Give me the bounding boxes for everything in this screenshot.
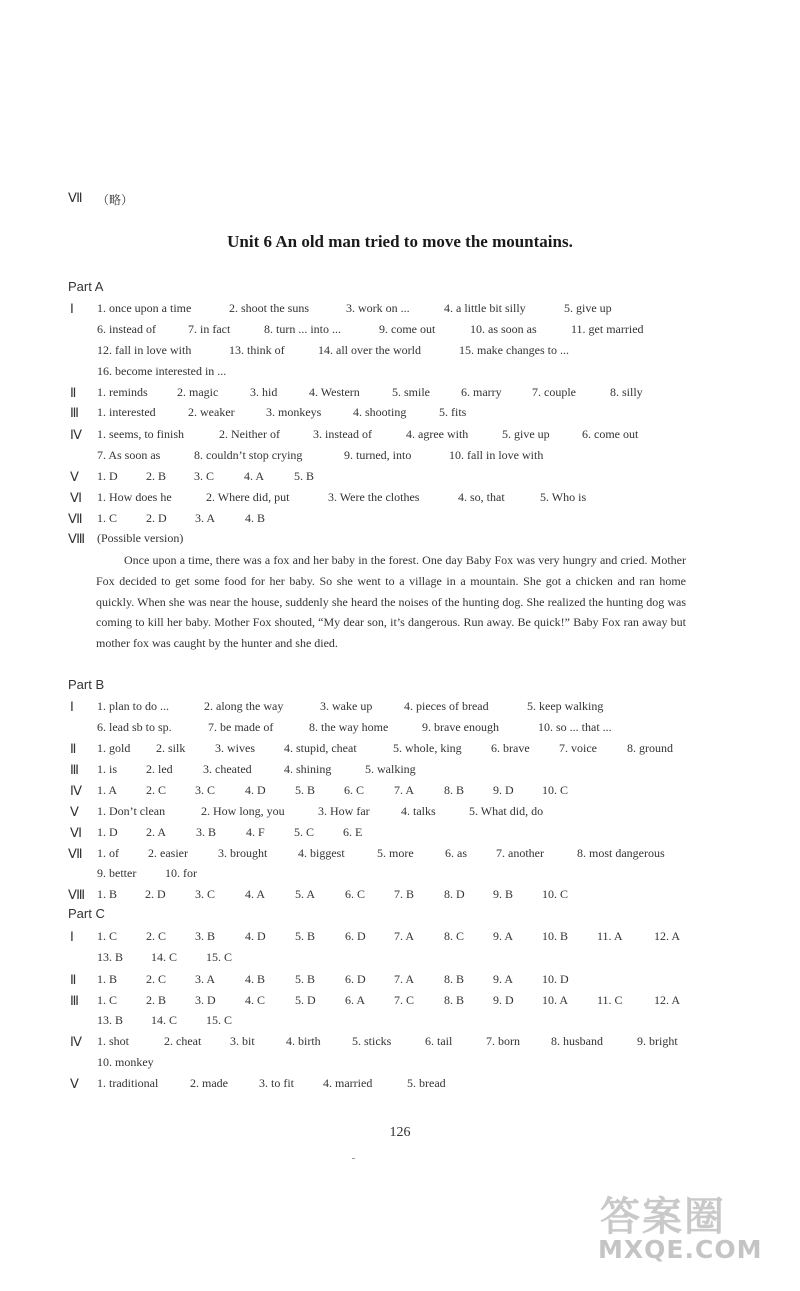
- answer-item: 11. C: [597, 993, 623, 1007]
- answer-item: 2. C: [146, 972, 167, 986]
- roman-numeral: Ⅲ: [70, 993, 79, 1008]
- answer-item: 15. make changes to ...: [459, 343, 569, 357]
- answer-item: 1. B: [97, 887, 118, 901]
- answer-item: 1. interested: [97, 405, 156, 419]
- answer-item: 5. sticks: [352, 1034, 392, 1048]
- answer-item: 10. D: [542, 972, 569, 986]
- answer-item: 4. A: [244, 469, 265, 483]
- answer-item: 7. another: [496, 846, 544, 860]
- answer-item: 6. marry: [461, 385, 502, 399]
- answer-item: 3. C: [195, 887, 216, 901]
- answer-item: 8. ground: [627, 741, 673, 755]
- answer-item: 6. D: [345, 929, 366, 943]
- answer-item: 2. made: [190, 1076, 228, 1090]
- answer-item: 3. monkeys: [266, 405, 322, 419]
- answer-item: 5. whole, king: [393, 741, 462, 755]
- answer-item: 7. A: [394, 929, 415, 943]
- answer-item: 15. C: [206, 950, 233, 964]
- answer-item: 3. bit: [230, 1034, 255, 1048]
- answer-item: 7. couple: [532, 385, 576, 399]
- answer-item: 5. B: [295, 929, 316, 943]
- answer-item: 9. bright: [637, 1034, 678, 1048]
- answer-item: 3. instead of: [313, 427, 372, 441]
- answer-item: 5. fits: [439, 405, 467, 419]
- answer-item: 8. the way home: [309, 720, 389, 734]
- answer-item: 5. give up: [502, 427, 550, 441]
- answer-item: 4. birth: [286, 1034, 321, 1048]
- answer-item: 5. B: [294, 469, 315, 483]
- answer-item: 7. B: [394, 887, 415, 901]
- answer-item: 6. come out: [582, 427, 639, 441]
- answer-item: 2. along the way: [204, 699, 284, 713]
- answer-item: 5. bread: [407, 1076, 446, 1090]
- roman-numeral: Ⅷ: [68, 887, 86, 902]
- roman-numeral: Ⅴ: [70, 1076, 79, 1091]
- answer-item: 1. plan to do ...: [97, 699, 169, 713]
- answer-item: 3. B: [196, 825, 217, 839]
- answer-item: 9. B: [493, 887, 514, 901]
- answer-item: 6. D: [345, 972, 366, 986]
- answer-item: 13. B: [97, 950, 124, 964]
- roman-numeral: Ⅱ: [70, 385, 77, 400]
- answer-item: 4. so, that: [458, 490, 505, 504]
- answer-item: 3. B: [195, 929, 216, 943]
- answer-item: 9. A: [493, 972, 514, 986]
- answer-item: 1. shot: [97, 1034, 130, 1048]
- answer-item: 4. D: [245, 929, 266, 943]
- answer-item: 6. lead sb to sp.: [97, 720, 172, 734]
- answer-item: 10. B: [542, 929, 569, 943]
- watermark-logo: [592, 1185, 782, 1277]
- answer-item: 1. D: [97, 825, 118, 839]
- answer-item: 14. C: [151, 1013, 178, 1027]
- answer-item: 2. C: [146, 783, 167, 797]
- answer-item: 1. traditional: [97, 1076, 159, 1090]
- part-b-label: Part B: [68, 677, 105, 692]
- roman-numeral: Ⅷ: [68, 531, 86, 546]
- answer-item: 2. easier: [148, 846, 188, 860]
- roman-numeral: Ⅶ: [68, 190, 83, 205]
- answer-item: 1. Don’t clean: [97, 804, 166, 818]
- answer-item: 3. to fit: [259, 1076, 294, 1090]
- answer-item: 4. A: [245, 887, 266, 901]
- answer-item: 2. magic: [177, 385, 219, 399]
- roman-numeral: Ⅲ: [70, 762, 79, 777]
- answer-item: 12. fall in love with: [97, 343, 192, 357]
- answer-item: 9. A: [493, 929, 514, 943]
- answer-item: 5. more: [377, 846, 414, 860]
- writing-passage: Once upon a time, there was a fox and her baby in the forest. One day Baby Fox was very hungry and cried. Mother Fox decided to get some food for her baby. So she went to a village in a mountain. She got a chicken and ran home quickly. When she was near the house, suddenly she heard the noises of the hunting dog. She realized the hunting dog was coming to kill her baby. Mother Fox shouted, “My dear son, it’s dangerous. Run away. Be quick!” Baby Fox ran away but mother fox was caught by the hunter and she died.: [96, 553, 686, 651]
- answer-item: 10. so ... that ...: [538, 720, 612, 734]
- answer-item: 1. C: [97, 929, 118, 943]
- answer-item: 10. C: [542, 783, 569, 797]
- answer-item: 10. A: [542, 993, 569, 1007]
- answer-item: 4. Western: [309, 385, 360, 399]
- answer-item: 1. gold: [97, 741, 131, 755]
- answer-item: 5. keep walking: [527, 699, 604, 713]
- roman-numeral: Ⅶ: [68, 511, 83, 526]
- answer-item: 6. brave: [491, 741, 530, 755]
- answer-item: 8. D: [444, 887, 465, 901]
- answer-item: 6. C: [344, 783, 365, 797]
- answer-item: 2. A: [146, 825, 167, 839]
- answer-item: 1. D: [97, 469, 118, 483]
- answer-item: 7. voice: [559, 741, 597, 755]
- answer-item: 2. cheat: [164, 1034, 202, 1048]
- roman-numeral: Ⅳ: [70, 783, 82, 798]
- answer-item: 5. B: [295, 972, 316, 986]
- answer-item: 5. C: [294, 825, 315, 839]
- answer-item: 3. wives: [215, 741, 255, 755]
- roman-numeral: Ⅵ: [70, 825, 82, 840]
- answer-item: 7. born: [486, 1034, 520, 1048]
- answer-item: 6. E: [343, 825, 363, 839]
- answer-item: 2. B: [146, 469, 167, 483]
- answer-item: 2. Neither of: [219, 427, 280, 441]
- answer-item: 4. a little bit silly: [444, 301, 526, 315]
- answer-item: 3. Were the clothes: [328, 490, 420, 504]
- answer-item: 6. instead of: [97, 322, 156, 336]
- answer-item: 2. silk: [156, 741, 186, 755]
- answer-item: 2. weaker: [188, 405, 235, 419]
- answer-item: 10. for: [165, 866, 197, 880]
- answer-item: 10. monkey: [97, 1055, 154, 1069]
- answer-item: 4. C: [245, 993, 266, 1007]
- answer-item: 8. couldn’t stop crying: [194, 448, 303, 462]
- roman-numeral: Ⅴ: [70, 804, 79, 819]
- roman-numeral: Ⅴ: [70, 469, 79, 484]
- answer-item: 1. C: [97, 993, 118, 1007]
- roman-numeral: Ⅱ: [70, 741, 77, 756]
- answer-item: 5. smile: [392, 385, 430, 399]
- roman-numeral: Ⅰ: [70, 699, 74, 714]
- answer-item: 12. A: [654, 929, 681, 943]
- answer-item: 14. C: [151, 950, 178, 964]
- answer-item: 2. How long, you: [201, 804, 285, 818]
- answer-item: 4. pieces of bread: [404, 699, 489, 713]
- answer-item: 16. become interested in ...: [97, 364, 227, 378]
- answer-item: 6. C: [345, 887, 366, 901]
- answer-item: 3. A: [195, 511, 216, 525]
- answer-item: 7. C: [394, 993, 415, 1007]
- answer-item: 2. D: [145, 887, 166, 901]
- answer-item: 8. B: [444, 993, 465, 1007]
- roman-numeral: Ⅶ: [68, 846, 83, 861]
- roman-numeral: Ⅰ: [70, 929, 74, 944]
- answer-item: 8. C: [444, 929, 465, 943]
- answer-item: 4. agree with: [406, 427, 469, 441]
- answer-item: 7. be made of: [208, 720, 274, 734]
- part-a-label: Part A: [68, 279, 104, 294]
- answer-item: 2. shoot the suns: [229, 301, 310, 315]
- answer-item: 11. A: [597, 929, 623, 943]
- answer-item: 4. biggest: [298, 846, 345, 860]
- answer-item: 2. B: [146, 993, 167, 1007]
- answer-item: 8. husband: [551, 1034, 603, 1048]
- answer-item: (Possible version): [97, 531, 184, 545]
- answer-item: 4. shining: [284, 762, 332, 776]
- answer-item: 1. of: [97, 846, 119, 860]
- answer-item: 7. A: [394, 783, 415, 797]
- part-c-label: Part C: [68, 906, 105, 921]
- answer-item: 4. F: [246, 825, 265, 839]
- answer-item: 8. silly: [610, 385, 643, 399]
- page-number: 126: [389, 1125, 411, 1140]
- answer-item: 7. in fact: [188, 322, 231, 336]
- answer-item: 8. turn ... into ...: [264, 322, 341, 336]
- roman-numeral: Ⅱ: [70, 972, 77, 987]
- roman-numeral: Ⅰ: [70, 301, 74, 316]
- answer-item: 1. How does he: [97, 490, 172, 504]
- answer-item: 3. C: [194, 469, 215, 483]
- answer-item: 5. walking: [365, 762, 416, 776]
- answer-item: 9. turned, into: [344, 448, 412, 462]
- answer-item: 3. A: [195, 972, 216, 986]
- answer-item: 12. A: [654, 993, 681, 1007]
- answer-item: 10. as soon as: [470, 322, 537, 336]
- answer-item: 6. as: [445, 846, 467, 860]
- answer-item: 4. talks: [401, 804, 436, 818]
- answer-item: 1. reminds: [97, 385, 148, 399]
- answer-item: 9. come out: [379, 322, 436, 336]
- answer-item: 11. get married: [571, 322, 644, 336]
- answer-item: 10. fall in love with: [449, 448, 544, 462]
- answer-item: 4. shooting: [353, 405, 407, 419]
- answer-item: 1. B: [97, 972, 118, 986]
- answer-item: 13. think of: [229, 343, 285, 357]
- answer-item: 2. C: [146, 929, 167, 943]
- answer-item: 6. A: [345, 993, 366, 1007]
- answer-item: 5. give up: [564, 301, 612, 315]
- answer-item: 14. all over the world: [318, 343, 421, 357]
- roman-numeral: Ⅵ: [70, 490, 82, 505]
- answer-item: 9. better: [97, 866, 137, 880]
- answer-item: 5. A: [295, 887, 316, 901]
- answer-item: 4. D: [245, 783, 266, 797]
- roman-numeral: Ⅳ: [70, 1034, 82, 1049]
- roman-numeral: Ⅳ: [70, 427, 82, 442]
- unit-title: Unit 6 An old man tried to move the mountains.: [227, 232, 573, 251]
- answer-item: 1. seems, to finish: [97, 427, 184, 441]
- answer-item: 3. C: [195, 783, 216, 797]
- answer-item: 9. brave enough: [422, 720, 499, 734]
- answer-item: 8. most dangerous: [577, 846, 665, 860]
- answer-item: 3. work on ...: [346, 301, 410, 315]
- answer-item: 8. B: [444, 972, 465, 986]
- answer-item: 2. Where did, put: [206, 490, 290, 504]
- omitted-note: （略）: [97, 193, 134, 207]
- answer-item: 4. B: [245, 511, 266, 525]
- answer-item: 5. Who is: [540, 490, 587, 504]
- answer-item: 3. hid: [250, 385, 278, 399]
- answer-item: 2. D: [146, 511, 167, 525]
- answer-item: 1. A: [97, 783, 118, 797]
- answer-item: 3. cheated: [203, 762, 252, 776]
- watermark-url: MXQE.COM: [598, 1235, 763, 1264]
- answer-item: 4. B: [245, 972, 266, 986]
- answer-item: 3. How far: [318, 804, 370, 818]
- scan-speck: [352, 1158, 355, 1159]
- roman-numeral: Ⅲ: [70, 405, 79, 420]
- answer-item: 1. is: [97, 762, 118, 776]
- answer-item: 3. wake up: [320, 699, 373, 713]
- answer-item: 4. married: [323, 1076, 373, 1090]
- answer-item: 5. What did, do: [469, 804, 544, 818]
- answer-item: 13. B: [97, 1013, 124, 1027]
- answer-item: 6. tail: [425, 1034, 453, 1048]
- answer-item: 5. B: [295, 783, 316, 797]
- answer-item: 2. led: [146, 762, 173, 776]
- answer-item: 7. A: [394, 972, 415, 986]
- answer-item: 5. D: [295, 993, 316, 1007]
- answer-item: 4. stupid, cheat: [284, 741, 357, 755]
- answer-item: 9. D: [493, 783, 514, 797]
- answer-item: 1. once upon a time: [97, 301, 192, 315]
- answer-item: 8. B: [444, 783, 465, 797]
- answer-item: 10. C: [542, 887, 569, 901]
- answer-item: 3. D: [195, 993, 216, 1007]
- answer-item: 1. C: [97, 511, 118, 525]
- watermark-text: 答案圈: [600, 1194, 726, 1240]
- answer-item: 7. As soon as: [97, 448, 161, 462]
- answer-item: 15. C: [206, 1013, 233, 1027]
- answer-item: 3. brought: [218, 846, 268, 860]
- answer-item: 9. D: [493, 993, 514, 1007]
